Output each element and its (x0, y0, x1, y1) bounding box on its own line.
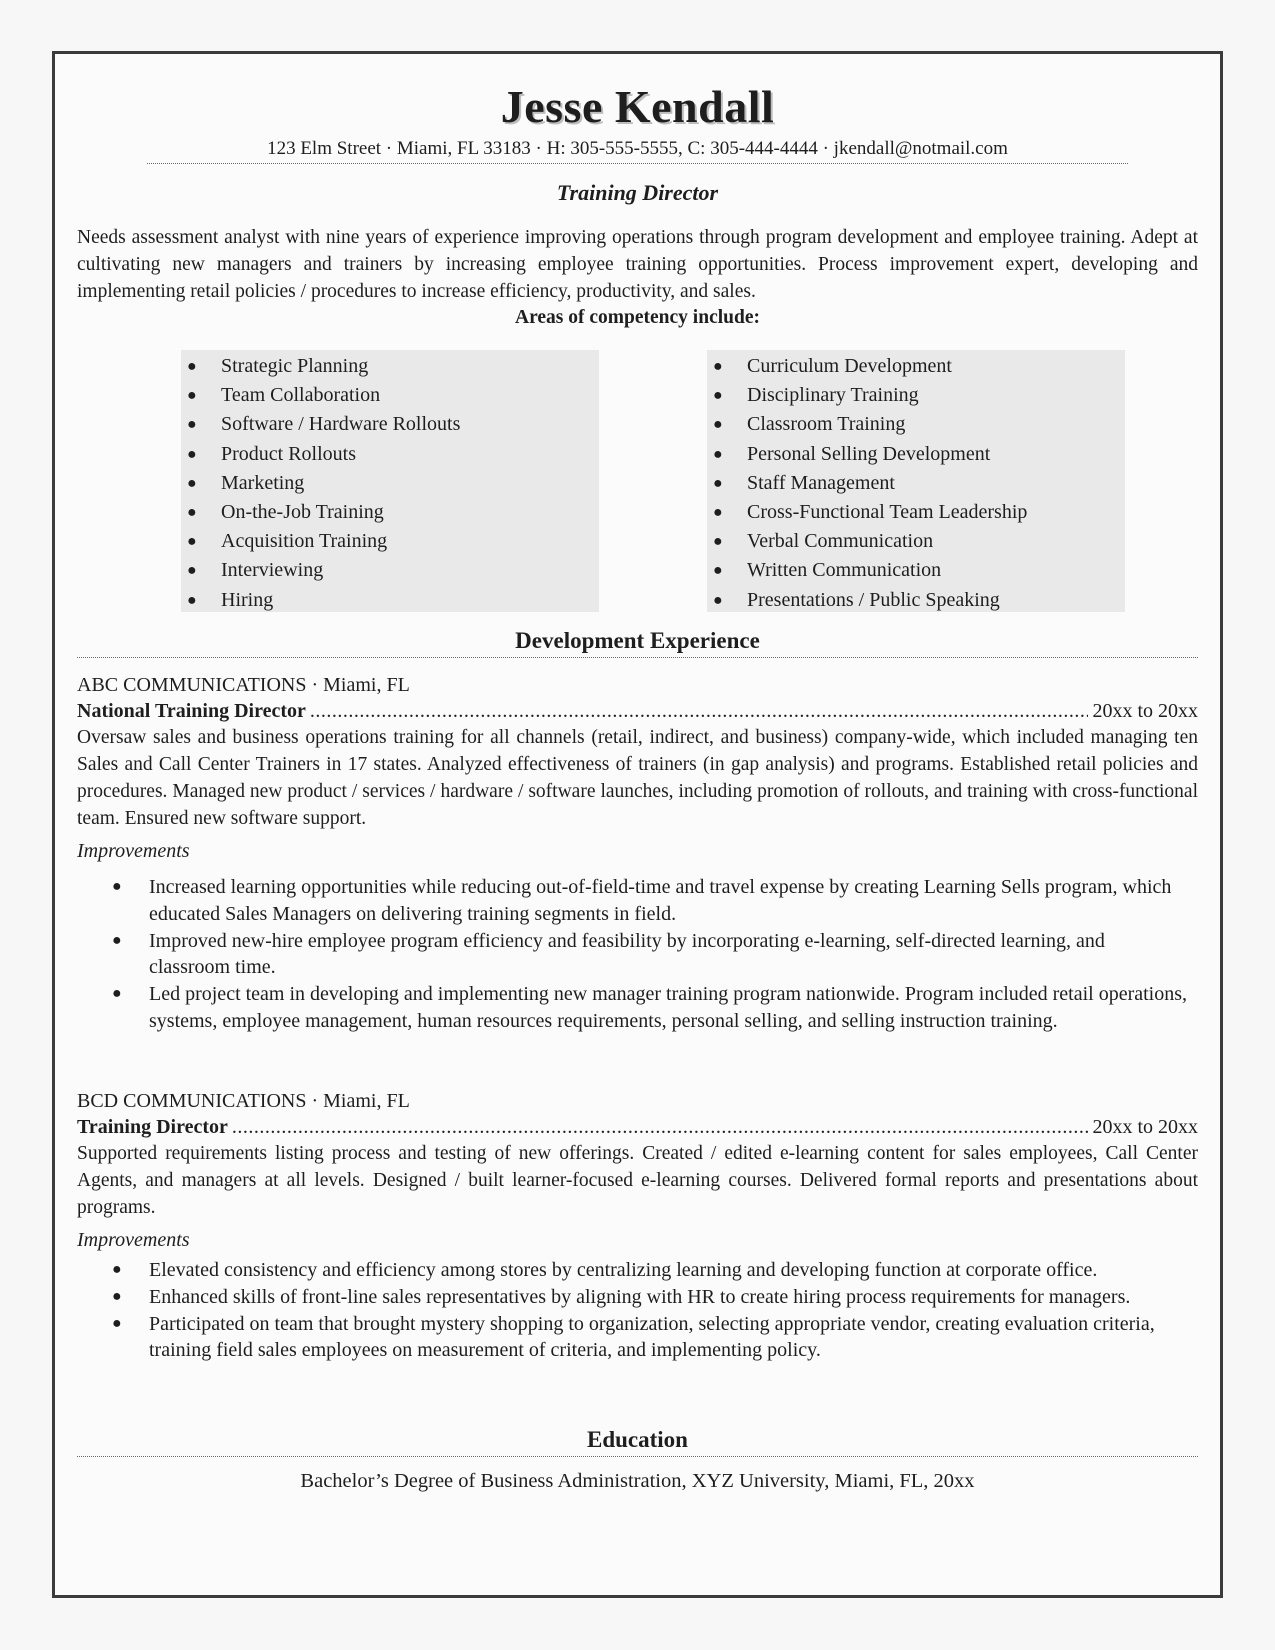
dot-leader (232, 1116, 1089, 1139)
bullet-icon: ● (112, 1314, 122, 1332)
list-item: ● Participated on team that brought mystery shopping to organization, selecting appropriate vendor, creating evaluation criteria, training field sales employees on measurement of criteria, and implementing policy. (112, 1312, 1155, 1362)
bullet-icon: ● (112, 1287, 122, 1305)
competency-list-left (181, 350, 599, 612)
list-item: ● Led project team in developing and implementing new manager training program nationwide. Program included retail operations, systems, employee management, human resources requirements, personal selling, and selling instruction training. (112, 983, 1188, 1032)
professional-summary: Needs assessment analyst with nine years of experience improving operations through program development and employee training. Adept at cultivating new managers and trainers by increasing employee training opportunities. Process improvement expert, developing and implementing retail policies / procedures to increase efficiency, productivity, and sales. (77, 227, 1198, 302)
bullet-icon: ● (713, 416, 723, 434)
list-item: ● Staff Management (707, 469, 1125, 498)
competency-heading: Areas of competency include: (515, 307, 760, 328)
job-description: Supported requirements listing process and testing of new offerings. Created / edited e-learning content for sales employees, Call Center Agents, and managers at all levels. Designed / built learner-focused e-learning courses. Delivered formal reports and presentations about programs. (77, 1143, 1198, 1218)
list-item: ● Verbal Communication (707, 527, 1125, 556)
job-role-line (77, 1116, 1198, 1139)
list-item: ● Team Collaboration (181, 381, 599, 410)
list-item: ● Hiring (181, 586, 599, 615)
job-company: BCD COMMUNICATIONS · Miami, FL (77, 1090, 410, 1112)
dot-leader (310, 700, 1089, 723)
competency-list-right (707, 350, 1125, 612)
list-item: ● On-the-Job Training (181, 498, 599, 527)
bullet-icon: ● (187, 562, 197, 580)
bullet-icon: ● (713, 504, 723, 522)
contact-line: 123 Elm Street · Miami, FL 33183 · H: 305-555-5555, C: 305-444-4444 · jkendall@notmail.com (147, 138, 1128, 164)
bullet-icon: ● (713, 591, 723, 609)
target-job-title: Training Director (556, 180, 719, 205)
education-degree: Bachelor’s Degree of Business Administration, XYZ University, Miami, FL, 20xx (300, 1470, 975, 1492)
improvements-list (77, 874, 1198, 1035)
list-item: ● Elevated consistency and efficiency among stores by centralizing learning and developing function at corporate office. (77, 1257, 1198, 1284)
education-section-heading: Education (77, 1427, 1198, 1457)
job-company: ABC COMMUNICATIONS · Miami, FL (77, 674, 410, 696)
list-item: ● Written Communication (707, 556, 1125, 585)
bullet-icon: ● (187, 416, 197, 434)
bullet-icon: ● (187, 445, 197, 463)
list-item: ● Personal Selling Development (707, 440, 1125, 469)
list-item: ● Disciplinary Training (707, 381, 1125, 410)
resume-content (77, 54, 1198, 1595)
job-description: Oversaw sales and business operations training for all channels (retail, indirect, and business) company-wide, which included managing ten Sales and Call Center Trainers in 17 states. Analyzed effectiveness of trainers (in gap analysis) and programs. Established retail policies and procedures. Managed new product / services / hardware / software launches, including promotion of rollouts, and training with cross-functional team. Ensured new software support. (77, 727, 1198, 829)
bullet-icon: ● (713, 387, 723, 405)
candidate-name: Jesse Kendall (500, 81, 775, 132)
list-item: ● Cross-Functional Team Leadership (707, 498, 1125, 527)
experience-section-heading: Development Experience (77, 628, 1198, 658)
bullet-icon: ● (713, 533, 723, 551)
list-item: ● Enhanced skills of front-line sales representatives by aligning with HR to create hiring process requirements for managers. (77, 1284, 1198, 1311)
improvements-list (77, 1257, 1198, 1364)
bullet-icon: ● (713, 358, 723, 375)
bullet-icon: ● (112, 878, 122, 895)
list-item: ● Classroom Training (707, 410, 1125, 439)
list-item: ● Curriculum Development (707, 352, 1125, 381)
bullet-icon: ● (187, 591, 197, 609)
list-item: ● Increased learning opportunities while reducing out-of-field-time and travel expense by creating Learning Sells program, which educated Sales Managers on delivering training segments in field. (112, 876, 1172, 925)
bullet-icon: ● (112, 985, 122, 1003)
bullet-icon: ● (187, 387, 197, 405)
resume-page (52, 51, 1223, 1598)
list-item: ● Presentations / Public Speaking (707, 586, 1125, 615)
job-role: National Training Director (77, 700, 306, 722)
bullet-icon: ● (112, 931, 122, 949)
job-dates: 20xx to 20xx (1092, 1116, 1198, 1138)
bullet-icon: ● (187, 533, 197, 551)
bullet-icon: ● (713, 474, 723, 492)
list-item: ● Marketing (181, 469, 599, 498)
job-role: Training Director (77, 1116, 228, 1138)
improvements-label: Improvements (77, 1229, 190, 1251)
bullet-icon: ● (713, 445, 723, 463)
bullet-icon: ● (112, 1261, 122, 1278)
bullet-icon: ● (187, 474, 197, 492)
list-item: ● Acquisition Training (181, 527, 599, 556)
bullet-icon: ● (713, 562, 723, 580)
list-item: ● Software / Hardware Rollouts (181, 410, 599, 439)
list-item: ● Interviewing (181, 556, 599, 585)
job-role-line (77, 700, 1198, 723)
job-dates: 20xx to 20xx (1092, 700, 1198, 722)
list-item: ● Improved new-hire employee program efficiency and feasibility by incorporating e-learning, self-directed learning, and classroom time. (112, 929, 1105, 979)
bullet-icon: ● (187, 504, 197, 522)
bullet-icon: ● (187, 358, 197, 375)
improvements-label: Improvements (77, 840, 190, 862)
list-item: ● Strategic Planning (181, 352, 599, 381)
list-item: ● Product Rollouts (181, 440, 599, 469)
